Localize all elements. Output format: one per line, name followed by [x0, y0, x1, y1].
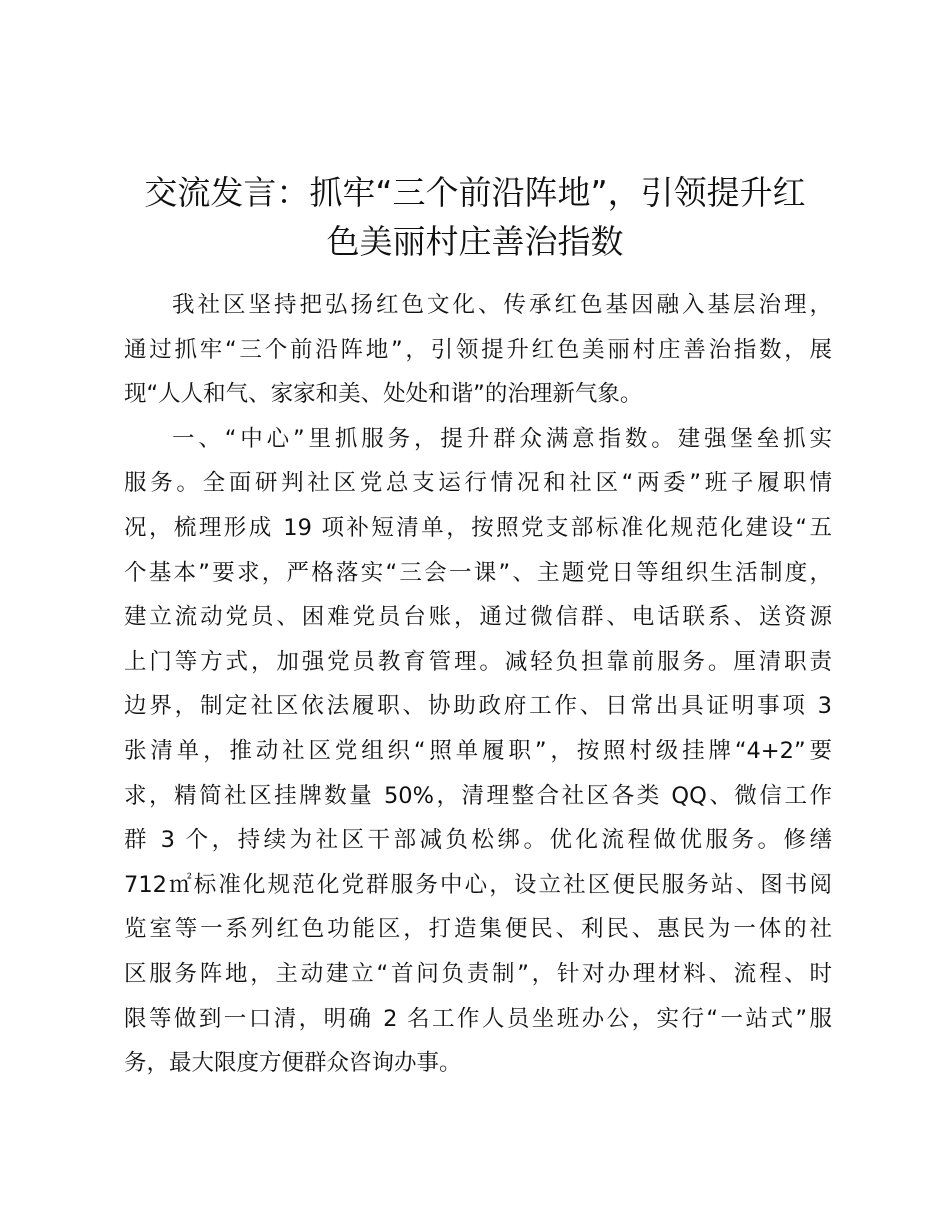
text-line: 上门等方式，加强党员教育管理。减轻负担靠前服务。厘清职责	[124, 648, 832, 675]
text-line: 求，精简社区挂牌数量 50%，清理整合社区各类 QQ、微信工作	[124, 782, 832, 809]
text-line: 712㎡标准化规范化党群服务中心，设立社区便民服务站、图书阅	[124, 871, 832, 898]
text-line: 群 3 个，持续为社区干部减负松绑。优化流程做优服务。修缮	[124, 827, 832, 854]
text-line: 区服务阵地，主动建立“首问负责制”，针对办理材料、流程、时	[124, 960, 832, 987]
text-line: 务，最大限度方便群众咨询办事。	[124, 1050, 462, 1077]
text-line: 边界，制定社区依法履职、协助政府工作、日常出具证明事项 3	[124, 693, 832, 720]
text-line: 现“人人和气、家家和美、处处和谐”的治理新气象。	[124, 381, 643, 408]
text-line: 况，梳理形成 19 项补短清单，按照党支部标准化规范化建设“五	[124, 514, 832, 541]
text-line: 限等做到一口清，明确 2 名工作人员坐班办公，实行“一站式”服	[124, 1005, 832, 1032]
text-line: 张清单，推动社区党组织“照单履职”，按照村级挂牌“4+2”要	[124, 737, 832, 764]
text-line: 一、“中心”里抓服务，提升群众满意指数。建强堡垒抓实	[172, 425, 832, 452]
text-line: 服务。全面研判社区党总支运行情况和社区“两委”班子履职情	[124, 470, 832, 497]
text-line: 个基本”要求，严格落实“三会一课”、主题党日等组织生活制度，	[124, 559, 832, 586]
title-line-1: 交流发言：抓牢“三个前沿阵地”，引领提升红	[144, 173, 806, 212]
text-line: 通过抓牢“三个前沿阵地”，引领提升红色美丽村庄善治指数，展	[124, 336, 832, 363]
document-body	[124, 283, 832, 1086]
paragraph-intro	[124, 283, 832, 417]
text-line: 览室等一系列红色功能区，打造集便民、利民、惠民为一体的社	[124, 916, 832, 943]
text-line: 建立流动党员、困难党员台账，通过微信群、电话联系、送资源	[124, 604, 832, 631]
text-line: 我社区坚持把弘扬红色文化、传承红色基因融入基层治理，	[172, 292, 832, 318]
document-title	[115, 168, 835, 266]
paragraph-section-1	[124, 417, 832, 1086]
title-line-2: 色美丽村庄善治指数	[326, 222, 624, 261]
